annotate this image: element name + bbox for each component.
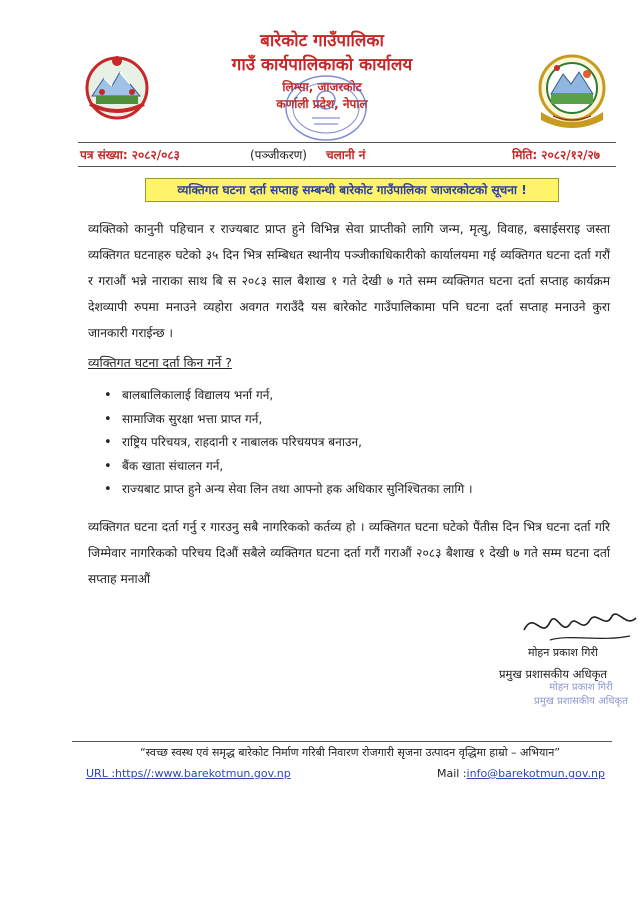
letter-date: मिति: २०८२/१२/२७ [512,148,600,162]
reference-number: पत्र संख्या: २०८२/०८३ [80,148,180,162]
header-divider-top [78,142,616,143]
chalani-label: चलानी नं [326,148,366,162]
reasons-list [104,384,473,502]
office-seal-icon [282,72,370,144]
list-item: • राष्ट्रिय परिचयत्र, राहदानी र नाबालक परिचयपत्र बनाउन, [104,431,473,455]
list-item: • सामाजिक सुरक्षा भत्ता प्राप्त गर्न, [104,408,473,432]
footer-divider [72,741,612,742]
office-name: गाउँ कार्यपालिकाको कार्यालय [231,55,413,75]
office-province: कर्णाली प्रदेश, नेपाल [276,97,368,111]
list-item: • बालबालिकालाई विद्यालय भर्ना गर्न, [104,384,473,408]
email-link[interactable]: info@barekotmun.gov.np [466,767,605,780]
stamp-name: मोहन प्रकाश गिरी [549,682,613,693]
email-prefix: Mail : [437,767,467,780]
municipality-name: बारेकोट गाउँपालिका [260,31,384,51]
website-link[interactable]: URL :https//:www.barekotmun.gov.np [86,767,291,780]
signatory-title: प्रमुख प्रशासकीय अधिकृत [499,667,607,681]
designation-stamp [525,681,637,709]
registration-label: (पञ्जीकरण) [250,148,307,162]
list-item: • राज्यबाट प्राप्त हुने अन्य सेवा लिन तथा आफ्नो हक अधिकार सुनिश्चितका लागि । [104,478,473,502]
signatory-name: मोहन प्रकाश गिरी [528,646,598,659]
reference-row [80,146,600,166]
why-register-heading: व्यक्तिगत घटना दर्ता किन गर्ने ? [88,355,232,370]
notice-paragraph-intro: व्यक्तिको कानुनी पहिचान र राज्यबाट प्राप्त हुने विभिन्न सेवा प्राप्तीको लागि जन्म, मृत्यु, विवाह, बसाईसराइ जस्ता व्यक्तिगत घटनाहरु घटेको ३५ दिन भित्र सम्बिधत स्थानीय पञ्जीकाधिकारीको कार्यालयमा गई व्यक्तिगत घटना दर्ता गरौं र गराऔं भन्ने नाराका साथ बि स २०८३ साल बैशाख १ गते देखी ७ गते सम्म व्यक्तिगत घटना दर्ता सप्ताह कार्यक्रम देशव्यापी रुपमा मनाउने व्यहोरा अवगत गराउँदै यस बारेकोट गाउँपालिकामा पनि घटना दर्ता सप्ताह मनाउने कुरा जानकारी गराईन्छ । [88,222,610,340]
notice-title: व्यक्तिगत घटना दर्ता सप्ताह सम्बन्धी बारेकोट गाउँपालिका जाजरकोटको सूचना ! [145,178,559,202]
stamp-title: प्रमुख प्रशासकीय अधिकृत [534,696,628,707]
header-divider-bottom [78,166,616,167]
email-row [437,767,605,780]
notice-paragraph-closing: व्यक्तिगत घटना दर्ता गर्नु र गारउनु सबै नागरिकको कर्तव्य हो । व्यक्तिगत घटना घटेको पैंतीस दिन भित्र घटना दर्ता गरि जिम्मेवार नागरिकको परिचय दिऔं सबैले व्यक्तिगत घटना दर्ता गरौं गराऔं २०८३ बैशाख १ देखी ७ गते सम्म घटना दर्ता सप्ताह मनाऔं [88,520,610,586]
footer-motto: “स्वच्छ स्वस्थ एवं समृद्ध बारेकोट निर्माण गरिबी निवारण रोजगारी सृजना उत्पादन वृद्धिमा हाम्रो – अभियान” [139,746,561,759]
office-address: लिम्सा, जाजरकोट [282,80,362,94]
list-item: • बैंक खाता संचालन गर्न, [104,455,473,479]
